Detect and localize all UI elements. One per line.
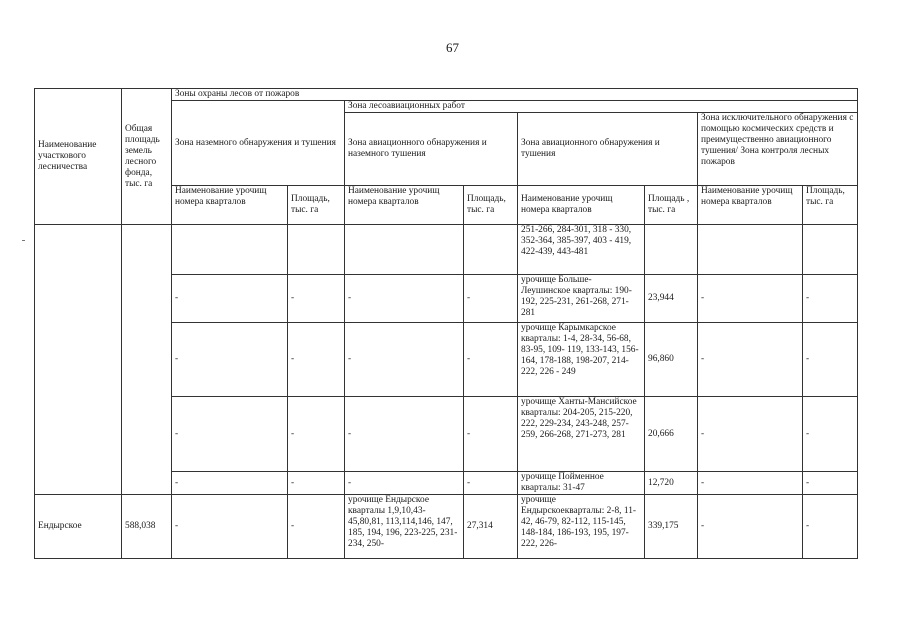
cell-ground-area: - [288, 397, 345, 472]
cell-avia-area: 96,860 [645, 323, 698, 397]
cell-ground-name: - [172, 495, 288, 559]
cell-exclusive-name: - [698, 397, 803, 472]
cell-total [122, 225, 172, 495]
table-row [35, 495, 858, 559]
cell-avia-name: урочище Ендырскоекварталы: 2-8, 11-42, 46-79, 82-112, 115-145, 148-184, 186-193, 195, 197-222, 226- [518, 495, 645, 559]
header-ground-zone: Зона наземного обнаружения и тушения [172, 101, 345, 186]
header-col-tract-a: Наименование урочищ номера кварталов [172, 186, 288, 225]
cell-exclusive-name: - [698, 472, 803, 495]
cell-ground-name: - [172, 472, 288, 495]
header-col-area-d: Площадь, тыс. га [803, 186, 858, 225]
cell-avia-ground-name: урочище Ендырское кварталы 1,9,10,43-45,80,81, 113,114,146, 147, 185, 194, 196, 223-225, 231-234, 250- [345, 495, 464, 559]
cell-avia-name: урочище Больше-Леушинское кварталы: 190-192, 225-231, 261-268, 271-281 [518, 275, 645, 323]
cell-exclusive-area [803, 225, 858, 275]
cell-name [35, 225, 122, 495]
cell-avia-ground-area: - [464, 323, 518, 397]
cell-exclusive-area: - [803, 472, 858, 495]
header-fire-zones: Зоны охраны лесов от пожаров [172, 89, 858, 101]
cell-avia-ground-name: - [345, 275, 464, 323]
cell-exclusive-area: - [803, 275, 858, 323]
cell-exclusive-area: - [803, 495, 858, 559]
cell-avia-area [645, 225, 698, 275]
cell-ground-name [172, 225, 288, 275]
header-col-tract-d: Наименование урочищ номера кварталов [698, 186, 803, 225]
table-row [35, 225, 858, 275]
cell-avia-ground-area: - [464, 275, 518, 323]
cell-avia-ground-name: - [345, 472, 464, 495]
header-tract-name: Наименование участкового лесничества [35, 89, 122, 225]
cell-ground-area: - [288, 323, 345, 397]
header-col-area-b: Площадь, тыс. га [464, 186, 518, 225]
cell-exclusive-name: - [698, 495, 803, 559]
cell-avia-name: 251-266, 284-301, 318 - 330, 352-364, 385-397, 403 - 419, 422-439, 443-481 [518, 225, 645, 275]
cell-avia-name: урочище Карымкарское кварталы: 1-4, 28-34, 56-68, 83-95, 109- 119, 133-143, 156-164, 178-188, 198-207, 214-222, 226 - 249 [518, 323, 645, 397]
header-total-area: Общая площадь земель лесного фонда, тыс. га [122, 89, 172, 225]
header-col-tract-b: Наименование урочищ номера кварталов [345, 186, 464, 225]
cell-total: 588,038 [122, 495, 172, 559]
cell-ground-area [288, 225, 345, 275]
header-avia-zone: Зона авиационного обнаружения и тушения [518, 113, 698, 186]
cell-avia-ground-area [464, 225, 518, 275]
cell-avia-name: урочище Пойменное кварталы: 31-47 [518, 472, 645, 495]
cell-avia-ground-name: - [345, 323, 464, 397]
cell-avia-ground-area: 27,314 [464, 495, 518, 559]
cell-exclusive-area: - [803, 397, 858, 472]
cell-avia-ground-area: - [464, 472, 518, 495]
cell-avia-name: урочище Ханты-Мансийское кварталы: 204-205, 215-220, 222, 229-234, 243-248, 257-259, 266-268, 271-273, 281 [518, 397, 645, 472]
cell-avia-area: 12,720 [645, 472, 698, 495]
header-exclusive-zone: Зона исключительного обнаружения с помощью космических средств и преимущественно авиационного тушения/ Зона контроля лесных пожаров [698, 113, 858, 186]
cell-ground-area: - [288, 275, 345, 323]
page-number: 67 [446, 40, 459, 55]
cell-avia-area: 339,175 [645, 495, 698, 559]
margin-mark [22, 240, 25, 241]
cell-ground-name: - [172, 275, 288, 323]
cell-exclusive-name: - [698, 323, 803, 397]
header-aviation-zone: Зона лесоавиационных работ [345, 101, 858, 113]
cell-avia-ground-name [345, 225, 464, 275]
cell-avia-area: 23,944 [645, 275, 698, 323]
cell-name: Ендырское [35, 495, 122, 559]
header-col-tract-c: Наименование урочищ номера кварталов [518, 186, 645, 225]
cell-exclusive-name: - [698, 275, 803, 323]
header-col-area-a: Площадь, тыс. га [288, 186, 345, 225]
cell-ground-area: - [288, 472, 345, 495]
cell-avia-ground-area: - [464, 397, 518, 472]
cell-exclusive-area: - [803, 323, 858, 397]
cell-avia-ground-name: - [345, 397, 464, 472]
cell-avia-area: 20,666 [645, 397, 698, 472]
header-col-area-c: Площадь , тыс. га [645, 186, 698, 225]
cell-ground-area: - [288, 495, 345, 559]
cell-ground-name: - [172, 397, 288, 472]
cell-ground-name: - [172, 323, 288, 397]
fire-zones-table [34, 88, 858, 559]
header-avia-ground-zone: Зона авиационного обнаружения и наземного тушения [345, 113, 518, 186]
cell-exclusive-name [698, 225, 803, 275]
